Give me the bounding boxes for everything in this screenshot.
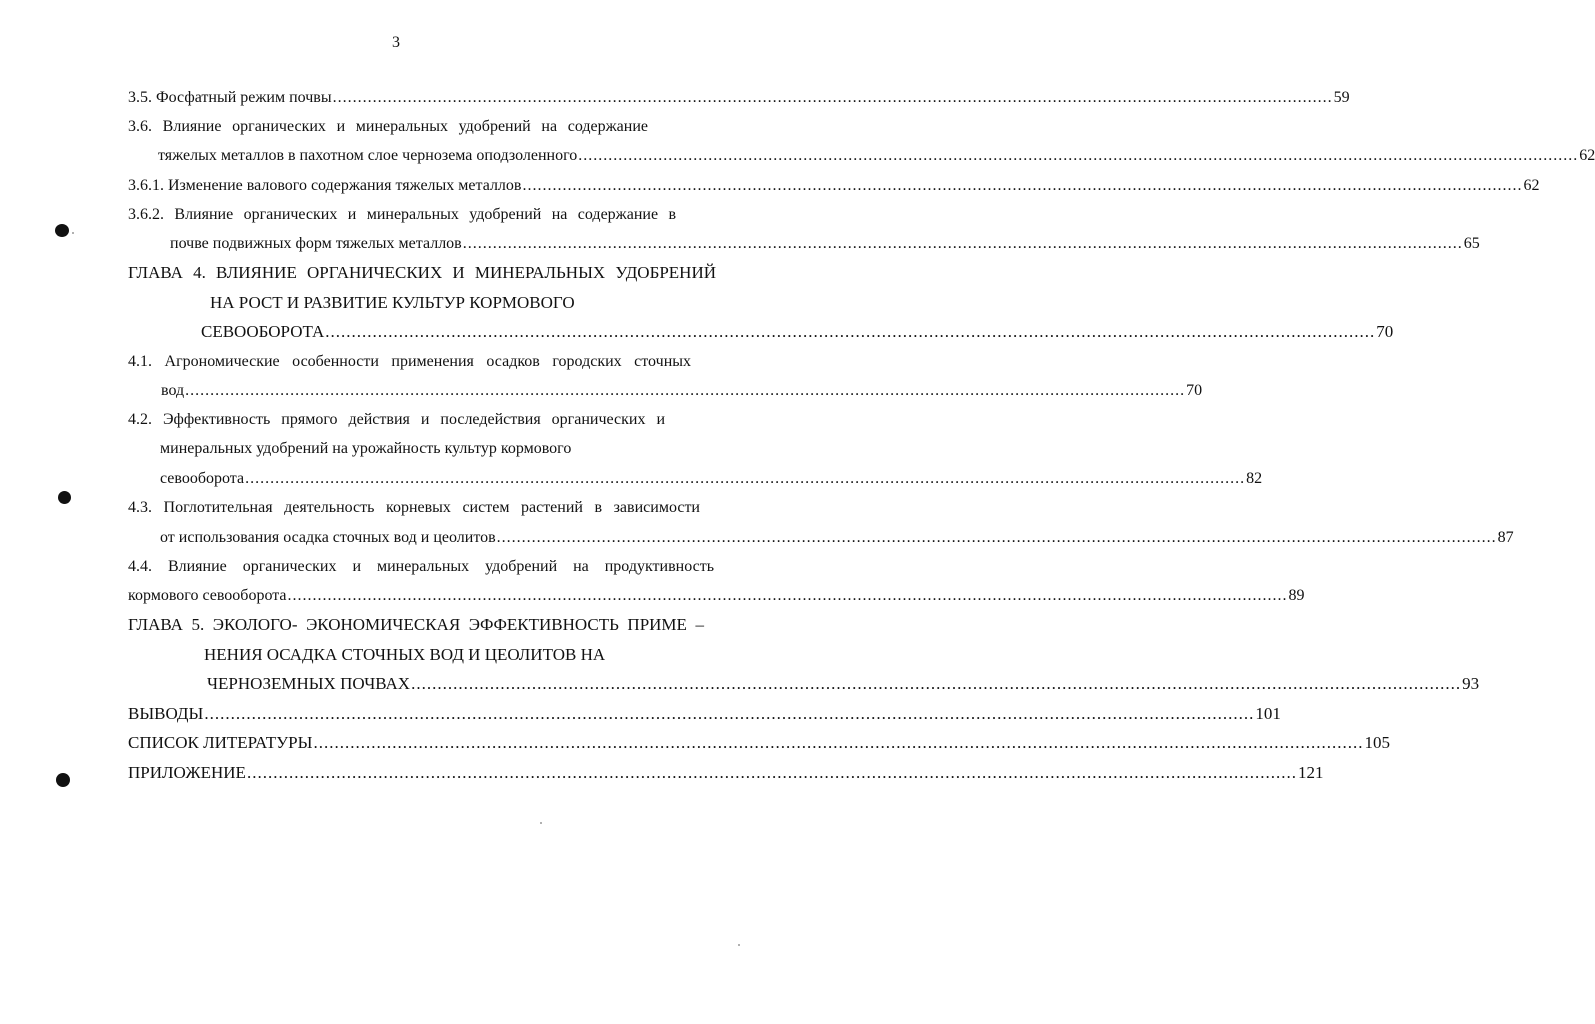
toc-conclusions [128,704,1281,724]
toc-entry-3-5 [128,88,1350,108]
toc-page-number: 70 [1376,322,1394,341]
toc-entry-title: 4.2. Эффективность прямого действия и последействия органических и [128,411,665,428]
toc-entry-4-3-line2 [160,528,1514,548]
toc-entry-4-4-line2 [128,586,1305,606]
toc-chapter-title: НА РОСТ И РАЗВИТИЕ КУЛЬТУР КОРМОВОГО [210,293,575,312]
toc-entry-4-1-line2 [161,381,1203,401]
punch-hole-mark [55,224,69,237]
toc-entry-4-2-line3 [160,469,1263,489]
toc-page-number: 70 [1186,382,1203,399]
leader-dots: ........................................................................................................................................................................................................ [245,470,1246,487]
toc-entry-title: 3.6.1. Изменение валового содержания тяжелых металлов [128,177,522,194]
toc-entry-4-2-line1 [128,410,665,430]
toc-entry-3-6-2-line1 [128,205,676,225]
toc-page-number: 65 [1463,235,1480,252]
toc-page-number: 87 [1497,529,1514,546]
leader-dots: ........................................................................................................................................................................................................ [411,674,1462,693]
leader-dots: ........................................................................................................................................................................................................ [522,177,1523,194]
toc-entry-title: 4.1. Агрономические особенности применения осадков городских сточных [128,353,691,370]
page-number: 3 [392,34,400,51]
toc-entry-3-6-1 [128,176,1540,196]
leader-dots: ........................................................................................................................................................................................................ [185,382,1186,399]
toc-entry-title: 4.4. Влияние органических и минеральных удобрений на продуктивность [128,558,714,575]
toc-chapter-5-line1 [128,615,704,635]
toc-entry-4-3-line1 [128,498,700,518]
toc-entry-3-6-2-line2 [170,234,1480,254]
toc-page-number: 59 [1333,89,1350,106]
toc-chapter-4-line1 [128,263,716,283]
scan-speck [738,944,740,946]
toc-chapter-4-line3 [201,322,1394,342]
toc-chapter-title: СПИСОК ЛИТЕРАТУРЫ [128,733,313,752]
leader-dots: ........................................................................................................................................................................................................ [325,322,1376,341]
toc-chapter-4-line2 [210,293,610,313]
toc-chapter-5-line3 [207,674,1480,694]
toc-page-number: 121 [1297,763,1324,782]
toc-entry-4-4-line1 [128,557,714,577]
leader-dots: ........................................................................................................................................................................................................ [332,89,1333,106]
leader-dots: ........................................................................................................................................................................................................ [578,147,1579,164]
toc-entry-title: севооборота [160,470,245,487]
toc-page-number: 82 [1246,470,1263,487]
toc-entry-4-2-line2 [160,439,640,459]
toc-entry-3-6-line2 [158,146,1595,166]
leader-dots: ........................................................................................................................................................................................................ [313,733,1364,752]
toc-page-number: 93 [1462,674,1480,693]
scan-speck [540,822,542,824]
toc-appendix [128,763,1324,783]
toc-page-number: 101 [1255,704,1281,723]
toc-chapter-title: НЕНИЯ ОСАДКА СТОЧНЫХ ВОД И ЦЕОЛИТОВ НА [204,645,606,664]
toc-entry-title: 4.3. Поглотительная деятельность корневых систем растений в зависимости [128,499,700,516]
toc-chapter-5-line2 [204,645,644,665]
toc-page-number: 62 [1579,147,1595,164]
toc-chapter-title: СЕВООБОРОТА [201,322,325,341]
toc-chapter-title: ПРИЛОЖЕНИЕ [128,763,246,782]
toc-page-number: 62 [1523,177,1540,194]
leader-dots: ........................................................................................................................................................................................................ [496,529,1497,546]
toc-entry-title: минеральных удобрений на урожайность культур кормового [160,440,572,457]
leader-dots: ........................................................................................................................................................................................................ [287,587,1288,604]
punch-hole-mark [58,491,71,504]
toc-entry-title: 3.6.2. Влияние органических и минеральных удобрений на содержание в [128,206,676,223]
toc-page-number: 89 [1288,587,1305,604]
scan-speck [72,232,74,234]
toc-page-number: 105 [1364,733,1390,752]
leader-dots: ........................................................................................................................................................................................................ [246,763,1297,782]
toc-entry-4-1-line1 [128,352,691,372]
toc-entry-title: почве подвижных форм тяжелых металлов [170,235,462,252]
leader-dots: ........................................................................................................................................................................................................ [462,235,1463,252]
toc-chapter-title: ВЫВОДЫ [128,704,204,723]
toc-chapter-title: ГЛАВА 4. ВЛИЯНИЕ ОРГАНИЧЕСКИХ И МИНЕРАЛЬНЫХ УДОБРЕНИЙ [128,263,716,282]
punch-hole-mark [56,773,70,787]
toc-entry-title: тяжелых металлов в пахотном слое чернозема оподзоленного [158,147,578,164]
toc-entry-title: от использования осадка сточных вод и цеолитов [160,529,496,546]
toc-chapter-title: ГЛАВА 5. ЭКОЛОГО- ЭКОНОМИЧЕСКАЯ ЭФФЕКТИВНОСТЬ ПРИМЕ – [128,615,704,634]
leader-dots: ........................................................................................................................................................................................................ [204,704,1255,723]
toc-entry-title: 3.6. Влияние органических и минеральных удобрений на содержание [128,118,648,135]
toc-entry-title: 3.5. Фосфатный режим почвы [128,89,332,106]
toc-entry-3-6-line1 [128,117,648,137]
toc-entry-title: вод [161,382,185,399]
toc-chapter-title: ЧЕРНОЗЕМНЫХ ПОЧВАХ [207,674,411,693]
toc-references [128,733,1390,753]
toc-entry-title: кормового севооборота [128,587,287,604]
